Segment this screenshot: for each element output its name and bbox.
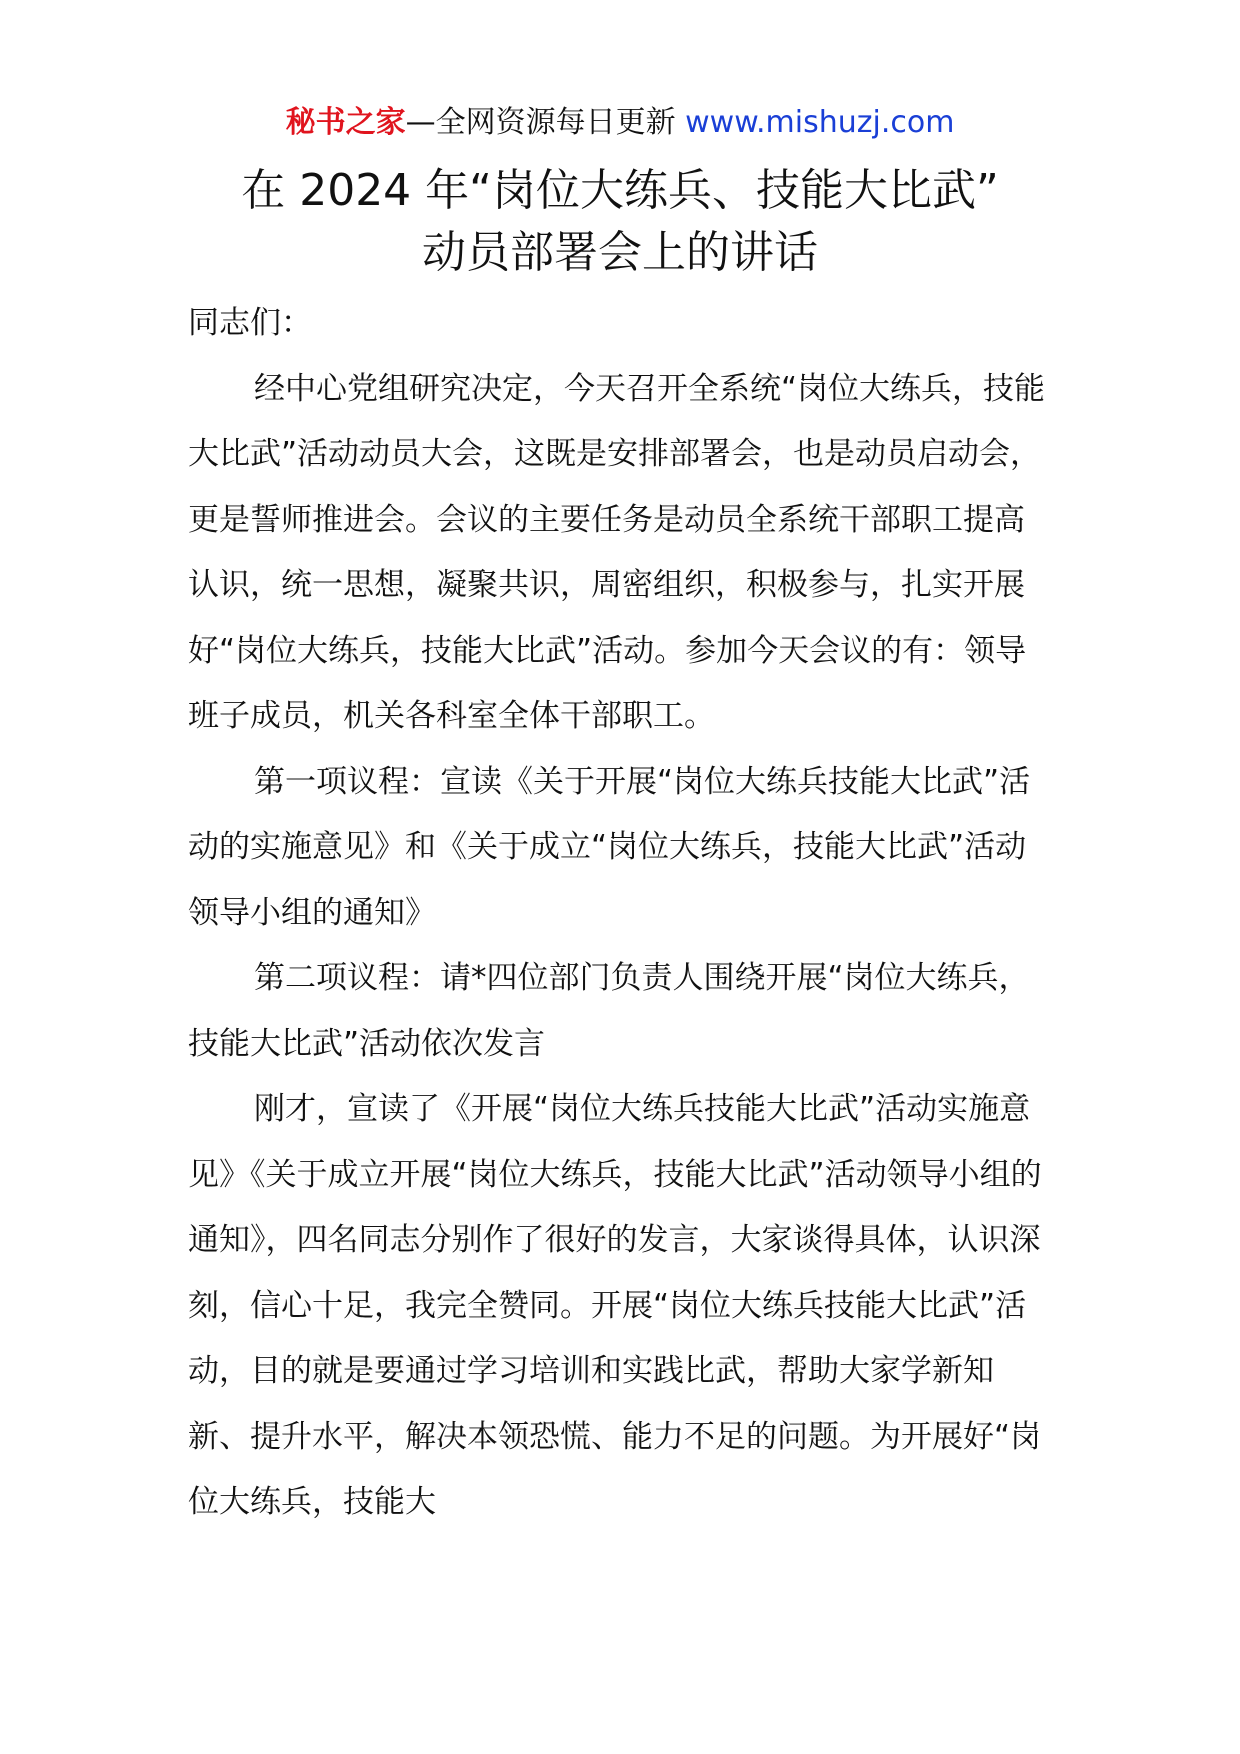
document-title	[0, 160, 1240, 284]
brand-name: 秘书之家	[285, 105, 406, 140]
site-url-link[interactable]: www.mishuzj.com	[685, 105, 955, 140]
title-line-1: 在 2024 年“岗位大练兵、技能大比武”	[241, 165, 999, 216]
paragraph-opening: 经中心党组研究决定，今天召开全系统“岗位大练兵，技能大比武”活动动员大会，这既是安排部署会，也是动员启动会，更是誓师推进会。会议的主要任务是动员全系统干部职工提高认识，统一思想，凝聚共识，周密组织，积极参与，扎实开展好“岗位大练兵，技能大比武”活动。参加今天会议的有：领导班子成员，机关各科室全体干部职工。	[188, 370, 1046, 734]
salutation: 同志们：	[188, 305, 312, 341]
paragraph-agenda-1: 第一项议程：宣读《关于开展“岗位大练兵技能大比武”活动的实施意见》和《关于成立“岗位大练兵，技能大比武”活动领导小组的通知》	[188, 763, 1031, 931]
paragraph-remarks: 刚才，宣读了《开展“岗位大练兵技能大比武”活动实施意见》《关于成立开展“岗位大练兵，技能大比武”活动领导小组的通知》，四名同志分别作了很好的发言，大家谈得具体，认识深刻，信心十足，我完全赞同。开展“岗位大练兵技能大比武”活动，目的就是要通过学习培训和实践比武，帮助大家学新知新、提升水平，解决本领恐慌、能力不足的问题。为开展好“岗位大练兵，技能大	[188, 1091, 1042, 1520]
paragraph-agenda-2: 第二项议程：请*四位部门负责人围绕开展“岗位大练兵，技能大比武”活动依次发言	[188, 960, 1030, 1062]
document-body	[188, 291, 1048, 1536]
header-tagline: —全网资源每日更新	[405, 105, 686, 140]
title-line-2: 动员部署会上的讲话	[422, 227, 818, 278]
site-header	[0, 100, 1240, 146]
